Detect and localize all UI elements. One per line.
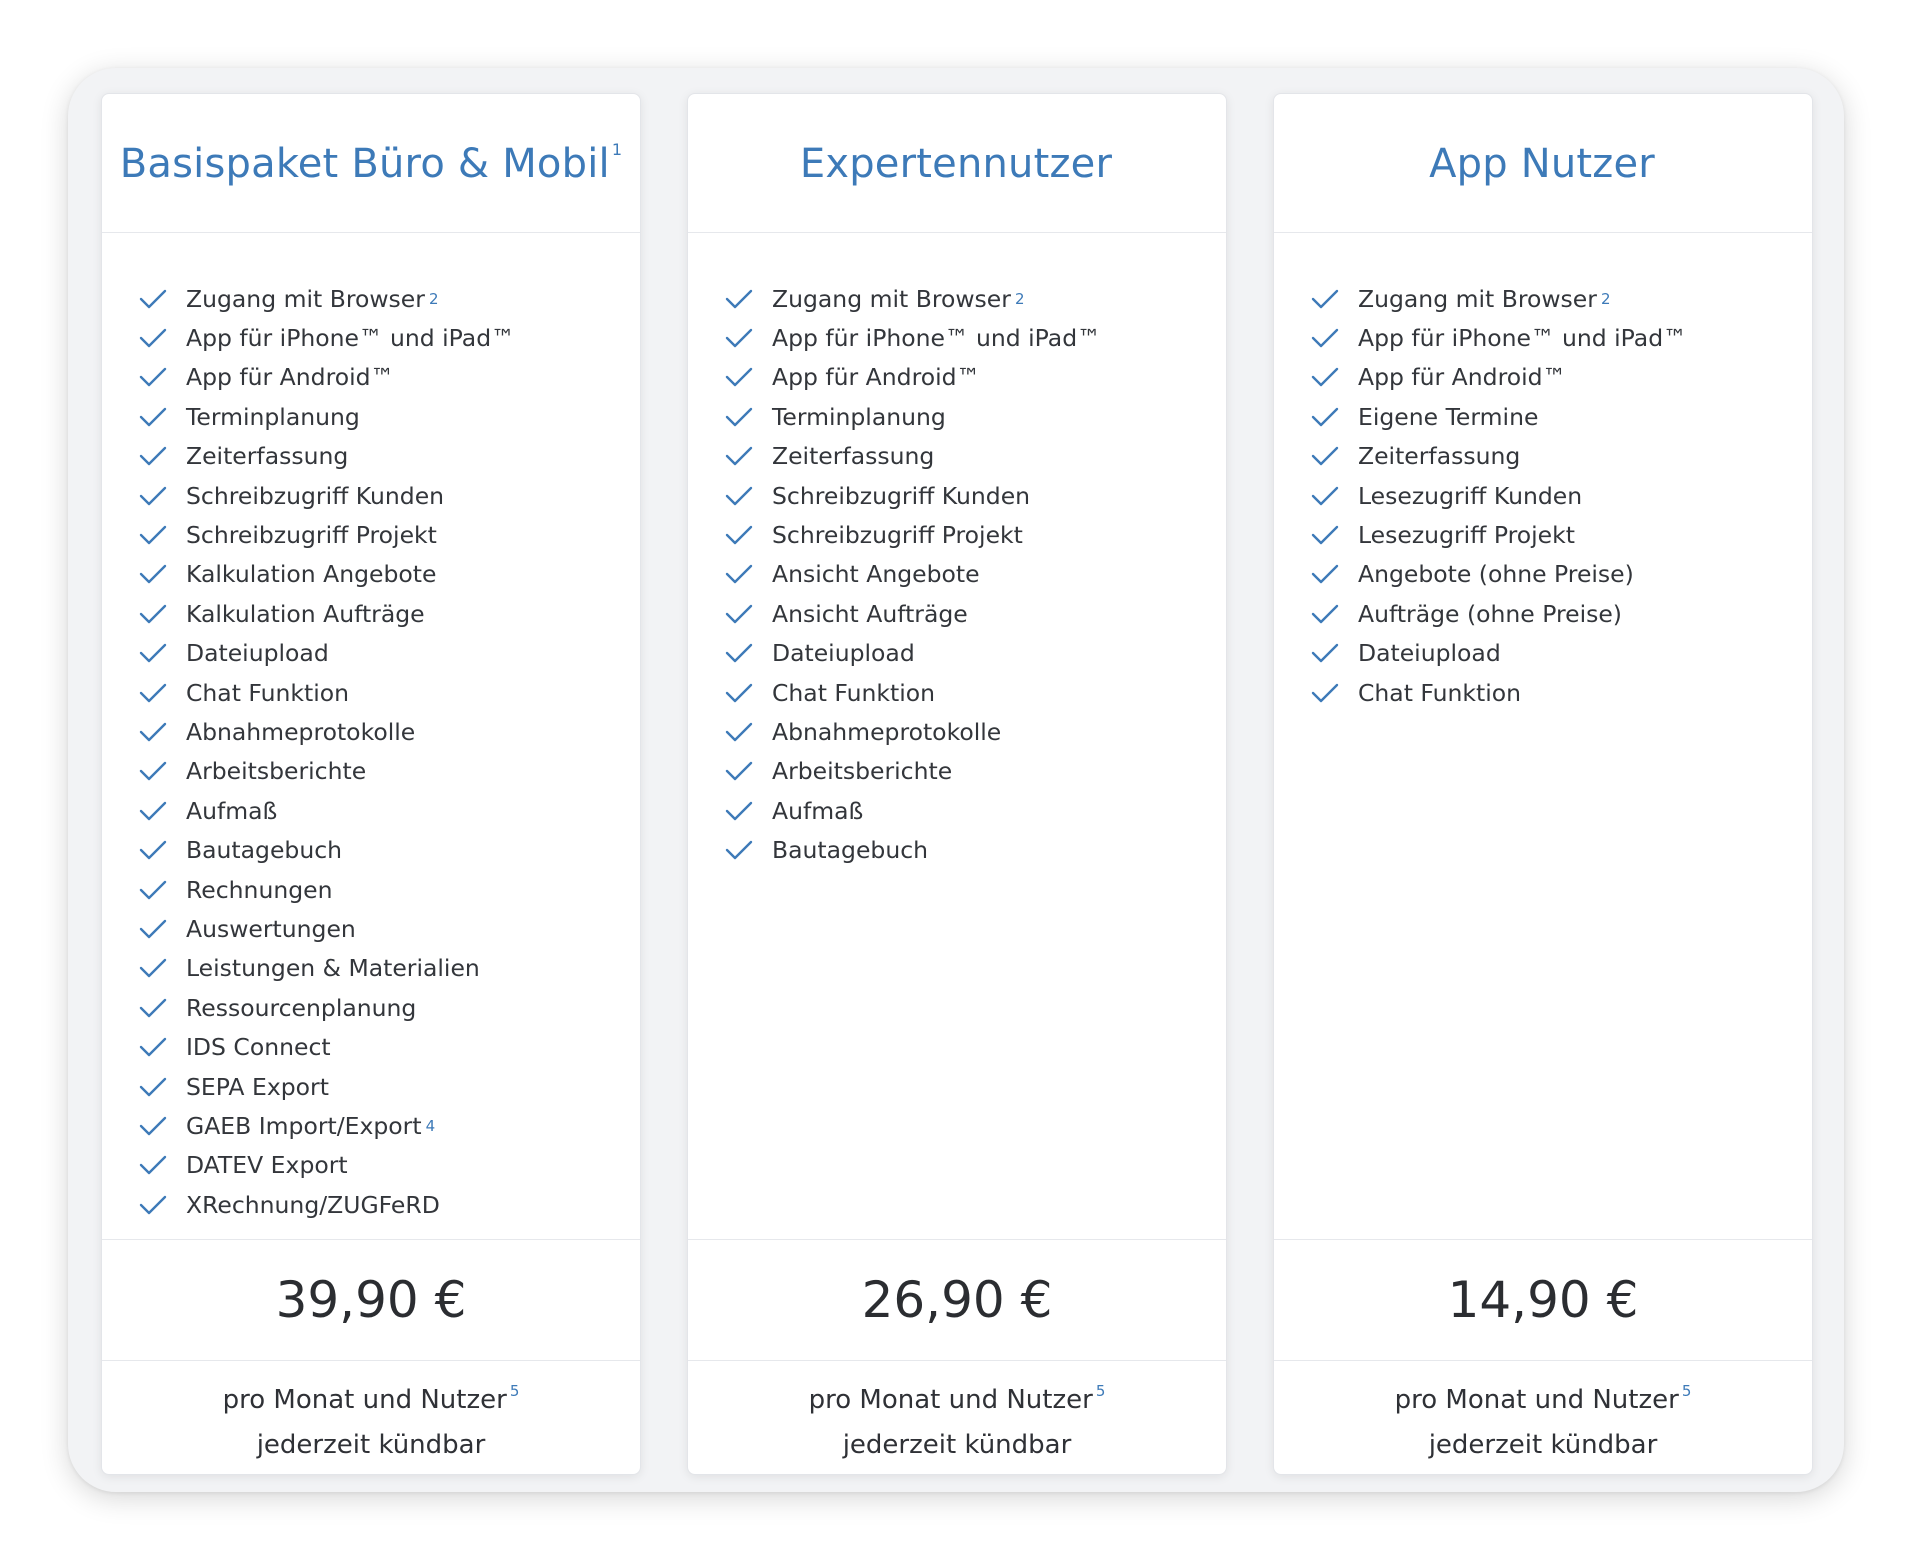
feature-item (724, 830, 1206, 869)
footnote-marker: 5 (1681, 1382, 1692, 1400)
price-section (1274, 1239, 1812, 1361)
footnote-marker: 2 (428, 289, 439, 308)
check-icon (724, 721, 754, 743)
check-icon (138, 603, 168, 625)
check-icon (724, 642, 754, 664)
feature-list (724, 279, 1206, 870)
footnote-marker: 5 (1095, 1382, 1106, 1400)
feature-item (138, 594, 620, 633)
feature-item (1310, 673, 1792, 712)
feature-label: XRechnung/ZUGFeRD (186, 1190, 440, 1219)
feature-label: Dateiupload (772, 639, 915, 668)
feature-item (724, 358, 1206, 397)
feature-item (138, 437, 620, 476)
footnote-marker: 2 (1600, 289, 1611, 308)
feature-item (138, 515, 620, 554)
feature-item (724, 515, 1206, 554)
check-icon (1310, 485, 1340, 507)
feature-label: Dateiupload (186, 639, 329, 668)
feature-label: Abnahmeprotokolle (772, 717, 1002, 746)
check-icon (138, 1076, 168, 1098)
feature-item (138, 279, 620, 318)
check-icon (138, 760, 168, 782)
feature-item (138, 318, 620, 357)
check-icon (138, 445, 168, 467)
check-icon (724, 445, 754, 467)
feature-label: Angebote (ohne Preise) (1358, 560, 1634, 589)
plan-header (688, 94, 1226, 233)
feature-item (138, 358, 620, 397)
feature-label: Lesezugriff Projekt (1358, 521, 1575, 550)
feature-item (138, 397, 620, 436)
feature-label: App für Android™ (772, 363, 981, 392)
billing-terms (102, 1361, 640, 1475)
check-icon (138, 485, 168, 507)
feature-label: Bautagebuch (772, 836, 929, 865)
feature-label: Lesezugriff Kunden (1358, 481, 1583, 510)
plan-title: Basispaket Büro & Mobil $^1$ (119, 139, 623, 187)
check-icon (724, 603, 754, 625)
feature-item (724, 791, 1206, 830)
feature-item (138, 949, 620, 988)
feature-label: Terminplanung (772, 402, 946, 431)
feature-label: App für iPhone™ und iPad™ (186, 324, 515, 353)
feature-item (138, 1106, 620, 1145)
billing-period: pro Monat und Nutzer $^5$ (1394, 1382, 1692, 1415)
feature-item (1310, 358, 1792, 397)
feature-label: Dateiupload (1358, 639, 1501, 668)
feature-item (138, 673, 620, 712)
feature-item (724, 476, 1206, 515)
check-icon (1310, 563, 1340, 585)
check-icon (138, 288, 168, 310)
feature-label: Terminplanung (186, 402, 360, 431)
price-section (688, 1239, 1226, 1361)
feature-item (138, 752, 620, 791)
feature-label: Bautagebuch (186, 836, 343, 865)
check-icon (724, 524, 754, 546)
check-icon (1310, 682, 1340, 704)
feature-item (1310, 476, 1792, 515)
feature-label: Chat Funktion (186, 678, 350, 707)
plan-card-expertennutzer (687, 93, 1227, 1475)
plan-title: App Nutzer (1429, 140, 1655, 187)
feature-item (724, 594, 1206, 633)
check-icon (138, 879, 168, 901)
check-icon (724, 800, 754, 822)
check-icon (138, 1115, 168, 1137)
check-icon (138, 327, 168, 349)
feature-label: SEPA Export (186, 1072, 329, 1101)
plan-header (102, 94, 640, 233)
check-icon (138, 642, 168, 664)
feature-list (138, 279, 620, 1224)
cancellation-note: jederzeit kündbar (1428, 1430, 1658, 1460)
feature-item (1310, 634, 1792, 673)
feature-label: Abnahmeprotokolle (186, 717, 416, 746)
feature-item (1310, 515, 1792, 554)
feature-label: App für iPhone™ und iPad™ (1358, 324, 1687, 353)
footnote-marker: 5 (509, 1382, 520, 1400)
feature-item (724, 555, 1206, 594)
check-icon (138, 997, 168, 1019)
check-icon (138, 524, 168, 546)
check-icon (138, 721, 168, 743)
plan-header (1274, 94, 1812, 233)
billing-period: pro Monat und Nutzer $^5$ (808, 1382, 1106, 1415)
check-icon (1310, 288, 1340, 310)
check-icon (1310, 406, 1340, 428)
feature-label: Schreibzugriff Kunden (772, 481, 1031, 510)
check-icon (138, 839, 168, 861)
feature-item (138, 1027, 620, 1066)
feature-label: Leistungen & Materialien (186, 954, 480, 983)
check-icon (138, 1194, 168, 1216)
billing-terms (688, 1361, 1226, 1475)
feature-item (724, 397, 1206, 436)
feature-item (724, 318, 1206, 357)
feature-label: Chat Funktion (1358, 678, 1522, 707)
footnote-marker: 4 (425, 1116, 436, 1135)
feature-item (138, 988, 620, 1027)
check-icon (724, 327, 754, 349)
feature-label: Zeiterfassung (1358, 442, 1521, 471)
check-icon (724, 288, 754, 310)
feature-label: Schreibzugriff Projekt (772, 521, 1023, 550)
feature-label: Aufmaß (186, 796, 278, 825)
feature-item (138, 634, 620, 673)
feature-label: DATEV Export (186, 1151, 348, 1180)
feature-label: Auswertungen (186, 914, 356, 943)
feature-item (138, 555, 620, 594)
feature-item (724, 437, 1206, 476)
feature-item (138, 791, 620, 830)
feature-item (1310, 594, 1792, 633)
billing-terms (1274, 1361, 1812, 1475)
feature-item (138, 712, 620, 751)
check-icon (724, 366, 754, 388)
check-icon (138, 682, 168, 704)
price-value: 26,90 € (861, 1271, 1053, 1329)
feature-item (724, 279, 1206, 318)
feature-label: Rechnungen (186, 875, 333, 904)
check-icon (138, 406, 168, 428)
cancellation-note: jederzeit kündbar (842, 1430, 1072, 1460)
feature-label: Aufträge (ohne Preise) (1358, 599, 1622, 628)
feature-label: Zugang mit Browser (186, 284, 425, 313)
check-icon (138, 800, 168, 822)
feature-label: App für iPhone™ und iPad™ (772, 324, 1101, 353)
check-icon (1310, 445, 1340, 467)
check-icon (138, 366, 168, 388)
feature-item (1310, 397, 1792, 436)
feature-item (1310, 279, 1792, 318)
check-icon (138, 957, 168, 979)
check-icon (724, 563, 754, 585)
feature-label: Arbeitsberichte (772, 757, 953, 786)
price-section (102, 1239, 640, 1361)
feature-label: Schreibzugriff Projekt (186, 521, 437, 550)
check-icon (1310, 366, 1340, 388)
feature-item (1310, 555, 1792, 594)
feature-item (138, 1067, 620, 1106)
feature-item (138, 830, 620, 869)
feature-label: Schreibzugriff Kunden (186, 481, 445, 510)
feature-item (724, 712, 1206, 751)
feature-label: Ansicht Aufträge (772, 599, 968, 628)
footnote-marker: 1 (611, 139, 623, 159)
billing-period: pro Monat und Nutzer $^5$ (222, 1382, 520, 1415)
check-icon (1310, 603, 1340, 625)
check-icon (1310, 524, 1340, 546)
feature-item (724, 673, 1206, 712)
cancellation-note: jederzeit kündbar (256, 1430, 486, 1460)
price-value: 39,90 € (275, 1271, 467, 1329)
plan-card-app-nutzer (1273, 93, 1813, 1475)
feature-label: Zugang mit Browser (772, 284, 1011, 313)
feature-label: Zeiterfassung (186, 442, 349, 471)
feature-item (138, 909, 620, 948)
feature-label: App für Android™ (186, 363, 395, 392)
check-icon (724, 760, 754, 782)
feature-label: Ressourcenplanung (186, 993, 417, 1022)
feature-item (1310, 437, 1792, 476)
feature-label: Aufmaß (772, 796, 864, 825)
feature-label: Zugang mit Browser (1358, 284, 1597, 313)
feature-list (1310, 279, 1792, 712)
feature-label: App für Android™ (1358, 363, 1567, 392)
feature-label: Kalkulation Aufträge (186, 599, 425, 628)
check-icon (724, 682, 754, 704)
feature-item (138, 476, 620, 515)
check-icon (724, 485, 754, 507)
plan-title: Expertennutzer (799, 140, 1113, 187)
feature-label: Arbeitsberichte (186, 757, 367, 786)
check-icon (724, 406, 754, 428)
feature-item (724, 634, 1206, 673)
feature-item (138, 1185, 620, 1224)
plan-card-basispaket (101, 93, 641, 1475)
check-icon (138, 918, 168, 940)
check-icon (1310, 642, 1340, 664)
feature-item (1310, 318, 1792, 357)
feature-label: IDS Connect (186, 1033, 331, 1062)
feature-item (138, 1146, 620, 1185)
footnote-marker: 2 (1014, 289, 1025, 308)
check-icon (138, 1036, 168, 1058)
check-icon (1310, 327, 1340, 349)
price-value: 14,90 € (1447, 1271, 1639, 1329)
feature-label: Zeiterfassung (772, 442, 935, 471)
feature-label: Ansicht Angebote (772, 560, 980, 589)
feature-label: Chat Funktion (772, 678, 936, 707)
check-icon (724, 839, 754, 861)
feature-label: Kalkulation Angebote (186, 560, 437, 589)
check-icon (138, 1154, 168, 1176)
feature-item (138, 870, 620, 909)
feature-label: Eigene Termine (1358, 402, 1539, 431)
feature-item (724, 752, 1206, 791)
check-icon (138, 563, 168, 585)
feature-label: GAEB Import/Export (186, 1111, 422, 1140)
